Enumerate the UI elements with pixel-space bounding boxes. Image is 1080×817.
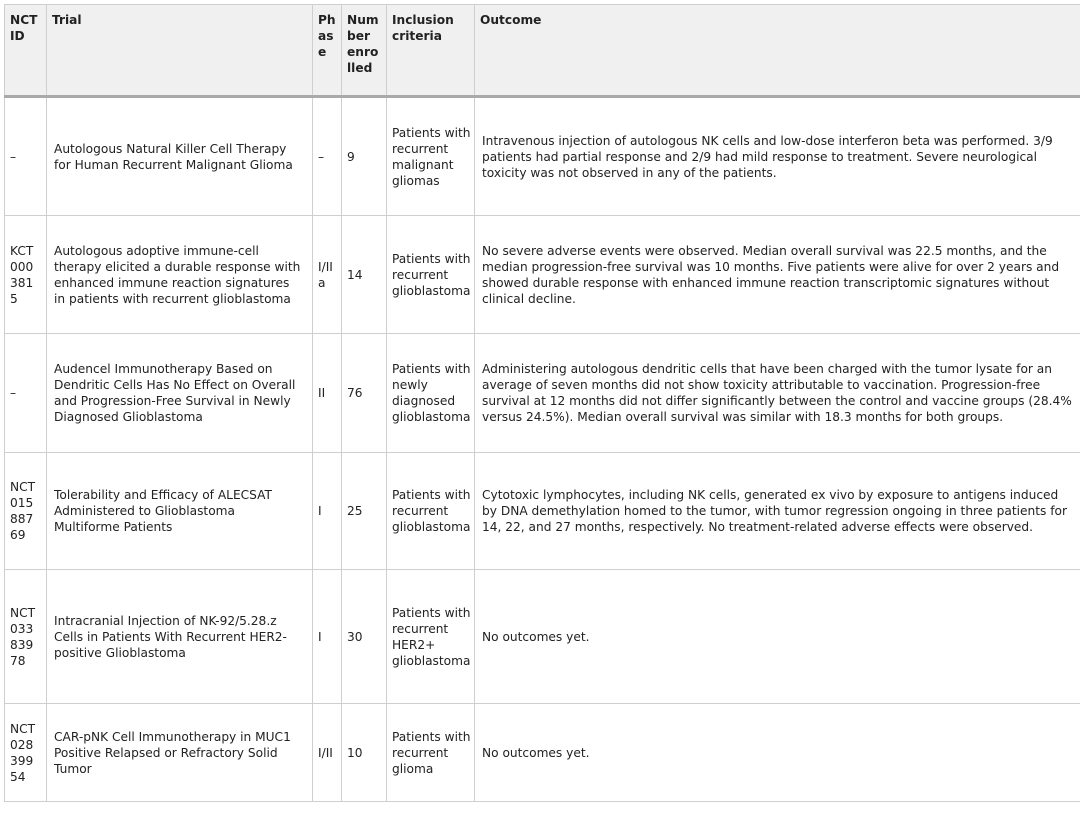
cell-nct-id: – (5, 97, 47, 216)
cell-nct-id: NCT03383978 (5, 570, 47, 704)
cell-inclusion-criteria: Patients with recurrent glioblastoma (387, 216, 475, 334)
cell-nct-id: KCT0003815 (5, 216, 47, 334)
trials-table (4, 4, 1080, 802)
cell-trial: Audencel Immunotherapy Based on Dendritic Cells Has No Effect on Overall and Progression-Free Survival in Newly Diagnosed Glioblastoma (47, 334, 313, 453)
cell-number-enrolled: 76 (342, 334, 387, 453)
table-row (5, 97, 1080, 216)
table-row (5, 704, 1080, 802)
header-outcome: Outcome (475, 5, 1080, 97)
table-row (5, 453, 1080, 570)
cell-nct-id: NCT01588769 (5, 453, 47, 570)
cell-phase: II (313, 334, 342, 453)
cell-outcome: Administering autologous dendritic cells that have been charged with the tumor lysate for an average of seven months did not show toxicity attributable to vaccination. Progression-free survival at 12 months did not differ significantly between the control and vaccine groups (28.4% versus 24.5%). Median overall survival was similar with 18.3 months for both groups. (475, 334, 1080, 453)
cell-number-enrolled: 30 (342, 570, 387, 704)
cell-inclusion-criteria: Patients with recurrent malignant gliomas (387, 97, 475, 216)
cell-outcome: No outcomes yet. (475, 704, 1080, 802)
cell-phase: I/IIa (313, 216, 342, 334)
cell-number-enrolled: 14 (342, 216, 387, 334)
cell-inclusion-criteria: Patients with recurrent glioma (387, 704, 475, 802)
cell-inclusion-criteria: Patients with recurrent glioblastoma (387, 453, 475, 570)
header-trial: Trial (47, 5, 313, 97)
cell-nct-id: – (5, 334, 47, 453)
table-body (5, 97, 1080, 802)
cell-phase: I (313, 453, 342, 570)
header-inclusion-criteria: Inclusion criteria (387, 5, 475, 97)
cell-trial: Tolerability and Efficacy of ALECSAT Administered to Glioblastoma Multiforme Patients (47, 453, 313, 570)
table-row (5, 570, 1080, 704)
cell-phase: – (313, 97, 342, 216)
cell-outcome: Cytotoxic lymphocytes, including NK cells, generated ex vivo by exposure to antigens induced by DNA demethylation homed to the tumor, with tumor regression ongoing in three patients for 14, 22, and 27 months, respectively. No treatment-related adverse effects were observed. (475, 453, 1080, 570)
cell-trial: Intracranial Injection of NK-92/5.28.z Cells in Patients With Recurrent HER2-positive Glioblastoma (47, 570, 313, 704)
cell-number-enrolled: 9 (342, 97, 387, 216)
cell-nct-id: NCT02839954 (5, 704, 47, 802)
cell-phase: I (313, 570, 342, 704)
cell-phase: I/II (313, 704, 342, 802)
cell-outcome: No severe adverse events were observed. Median overall survival was 22.5 months, and the median progression-free survival was 10 months. Five patients were alive for over 2 years and showed durable response with enhanced immune reaction transcriptomic signatures without clinical decline. (475, 216, 1080, 334)
cell-inclusion-criteria: Patients with recurrent HER2+ glioblastoma (387, 570, 475, 704)
table-header (5, 5, 1080, 97)
trials-table-container (4, 4, 1080, 802)
cell-number-enrolled: 10 (342, 704, 387, 802)
table-row (5, 334, 1080, 453)
header-row (5, 5, 1080, 97)
cell-outcome: Intravenous injection of autologous NK cells and low-dose interferon beta was performed. 3/9 patients had partial response and 2/9 had mild response to treatment. Severe neurological toxicity was not observed in any of the patients. (475, 97, 1080, 216)
header-number-enrolled: Number enrolled (342, 5, 387, 97)
cell-inclusion-criteria: Patients with newly diagnosed glioblastoma (387, 334, 475, 453)
table-row (5, 216, 1080, 334)
cell-outcome: No outcomes yet. (475, 570, 1080, 704)
header-phase: Phase (313, 5, 342, 97)
cell-number-enrolled: 25 (342, 453, 387, 570)
cell-trial: Autologous adoptive immune-cell therapy elicited a durable response with enhanced immune reaction signatures in patients with recurrent glioblastoma (47, 216, 313, 334)
cell-trial: Autologous Natural Killer Cell Therapy for Human Recurrent Malignant Glioma (47, 97, 313, 216)
cell-trial: CAR-pNK Cell Immunotherapy in MUC1 Positive Relapsed or Refractory Solid Tumor (47, 704, 313, 802)
header-nct-id: NCT ID (5, 5, 47, 97)
